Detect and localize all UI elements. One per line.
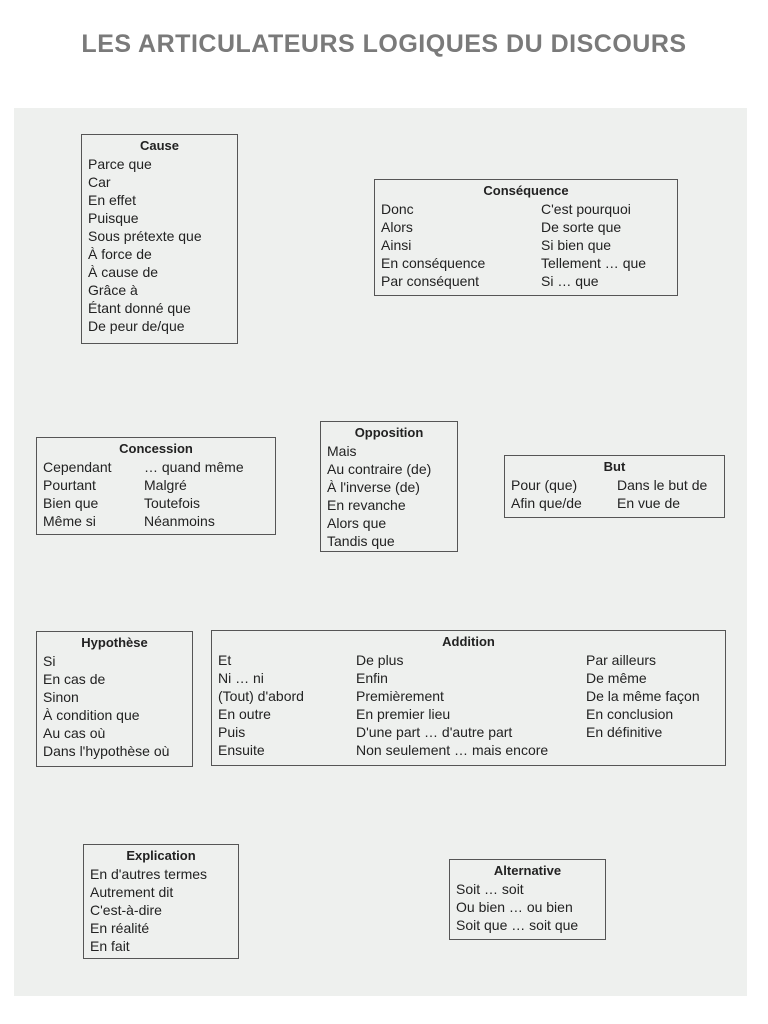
opposition-box xyxy=(320,421,458,552)
opposition-item: En revanche xyxy=(327,497,406,513)
concession-item: Cependant xyxy=(43,459,112,475)
cause-item: Étant donné que xyxy=(88,300,191,316)
addition-item: Ensuite xyxy=(218,742,265,758)
explication-item: En d'autres termes xyxy=(90,866,208,882)
opposition-item: À l'inverse (de) xyxy=(327,479,420,495)
opposition-list xyxy=(327,442,451,550)
concession-col-2 xyxy=(144,458,244,530)
alternative-item: Soit … soit xyxy=(456,881,524,897)
hypothese-item: Si xyxy=(43,653,56,669)
explication-item: Autrement dit xyxy=(90,884,174,900)
cause-item: En effet xyxy=(88,192,137,208)
hypothese-item: En cas de xyxy=(43,671,106,687)
but-item: Afin que/de xyxy=(511,495,582,511)
opposition-item: Alors que xyxy=(327,515,387,531)
alternative-box xyxy=(449,859,606,940)
but-col-1 xyxy=(511,476,617,512)
addition-item: Ni … ni xyxy=(218,670,264,686)
hypothese-item: Dans l'hypothèse où xyxy=(43,743,170,759)
addition-col-3 xyxy=(586,651,700,759)
concession-box xyxy=(36,437,276,535)
opposition-item: Mais xyxy=(327,443,357,459)
but-item: Dans le but de xyxy=(617,477,708,493)
but-box xyxy=(504,455,725,518)
explication-box xyxy=(83,844,239,959)
but-item: Pour (que) xyxy=(511,477,578,493)
opposition-item: Au contraire (de) xyxy=(327,461,432,477)
consequence-item: En conséquence xyxy=(381,255,486,271)
alternative-list xyxy=(456,880,599,934)
cause-item: À force de xyxy=(88,246,152,262)
concession-item: Même si xyxy=(43,513,96,529)
but-col-2 xyxy=(617,476,707,512)
hypothese-item: À condition que xyxy=(43,707,140,723)
addition-item: De même xyxy=(586,670,647,686)
consequence-item: Donc xyxy=(381,201,414,217)
addition-item: Premièrement xyxy=(356,688,444,704)
addition-item: En conclusion xyxy=(586,706,674,722)
addition-item: Non seulement … mais encore xyxy=(356,742,549,758)
consequence-col-2 xyxy=(541,200,646,290)
cause-item: Car xyxy=(88,174,111,190)
concession-item: Néanmoins xyxy=(144,513,215,529)
explication-item: En réalité xyxy=(90,920,150,936)
alternative-item: Ou bien … ou bien xyxy=(456,899,573,915)
concession-col-1 xyxy=(43,458,144,530)
addition-title: Addition xyxy=(442,634,495,649)
hypothese-list xyxy=(43,652,186,760)
consequence-item: C'est pourquoi xyxy=(541,201,631,217)
addition-item: En premier lieu xyxy=(356,706,451,722)
concession-item: Malgré xyxy=(144,477,187,493)
hypothese-title: Hypothèse xyxy=(81,635,148,650)
consequence-box xyxy=(374,179,678,296)
concession-title: Concession xyxy=(119,441,193,456)
addition-item: En définitive xyxy=(586,724,663,740)
explication-item: En fait xyxy=(90,938,130,954)
opposition-item: Tandis que xyxy=(327,533,395,549)
consequence-item: Alors xyxy=(381,219,413,235)
consequence-title: Conséquence xyxy=(483,183,569,198)
cause-item: Grâce à xyxy=(88,282,138,298)
addition-columns xyxy=(218,651,719,759)
addition-item: Et xyxy=(218,652,232,668)
consequence-item: De sorte que xyxy=(541,219,622,235)
addition-item: Par ailleurs xyxy=(586,652,657,668)
addition-col-1 xyxy=(218,651,356,759)
page-title: LES ARTICULATEURS LOGIQUES DU DISCOURS xyxy=(81,30,687,58)
addition-col-2 xyxy=(356,651,586,759)
but-title: But xyxy=(603,459,626,474)
concession-item: Toutefois xyxy=(144,495,201,511)
concession-item: … quand même xyxy=(144,459,244,475)
consequence-item: Par conséquent xyxy=(381,273,480,289)
explication-item: C'est-à-dire xyxy=(90,902,162,918)
cause-item: À cause de xyxy=(88,264,159,280)
concession-item: Pourtant xyxy=(43,477,96,493)
opposition-title: Opposition xyxy=(354,425,424,440)
concession-item: Bien que xyxy=(43,495,99,511)
consequence-item: Si bien que xyxy=(541,237,612,253)
alternative-item: Soit que … soit que xyxy=(456,917,579,933)
addition-item: De la même façon xyxy=(586,688,700,704)
addition-item: Puis xyxy=(218,724,246,740)
but-columns xyxy=(511,476,718,512)
cause-item: Sous prétexte que xyxy=(88,228,202,244)
addition-item: D'une part … d'autre part xyxy=(356,724,513,740)
cause-box xyxy=(81,134,238,344)
hypothese-item: Sinon xyxy=(43,689,79,705)
alternative-title: Alternative xyxy=(493,863,562,878)
cause-title: Cause xyxy=(139,138,180,153)
addition-item: (Tout) d'abord xyxy=(218,688,304,704)
addition-item: De plus xyxy=(356,652,404,668)
cause-list xyxy=(88,155,231,335)
addition-item: Enfin xyxy=(356,670,388,686)
addition-box xyxy=(211,630,726,766)
consequence-item: Ainsi xyxy=(381,237,412,253)
consequence-item: Si … que xyxy=(541,273,599,289)
consequence-columns xyxy=(381,200,671,290)
cause-item: Parce que xyxy=(88,156,152,172)
consequence-item: Tellement … que xyxy=(541,255,647,271)
hypothese-item: Au cas où xyxy=(43,725,106,741)
hypothese-box xyxy=(36,631,193,767)
addition-item: En outre xyxy=(218,706,271,722)
concession-columns xyxy=(43,458,269,530)
but-item: En vue de xyxy=(617,495,681,511)
explication-title: Explication xyxy=(126,848,196,863)
explication-list xyxy=(90,865,232,955)
cause-item: Puisque xyxy=(88,210,139,226)
consequence-col-1 xyxy=(381,200,541,290)
cause-item: De peur de/que xyxy=(88,318,185,334)
